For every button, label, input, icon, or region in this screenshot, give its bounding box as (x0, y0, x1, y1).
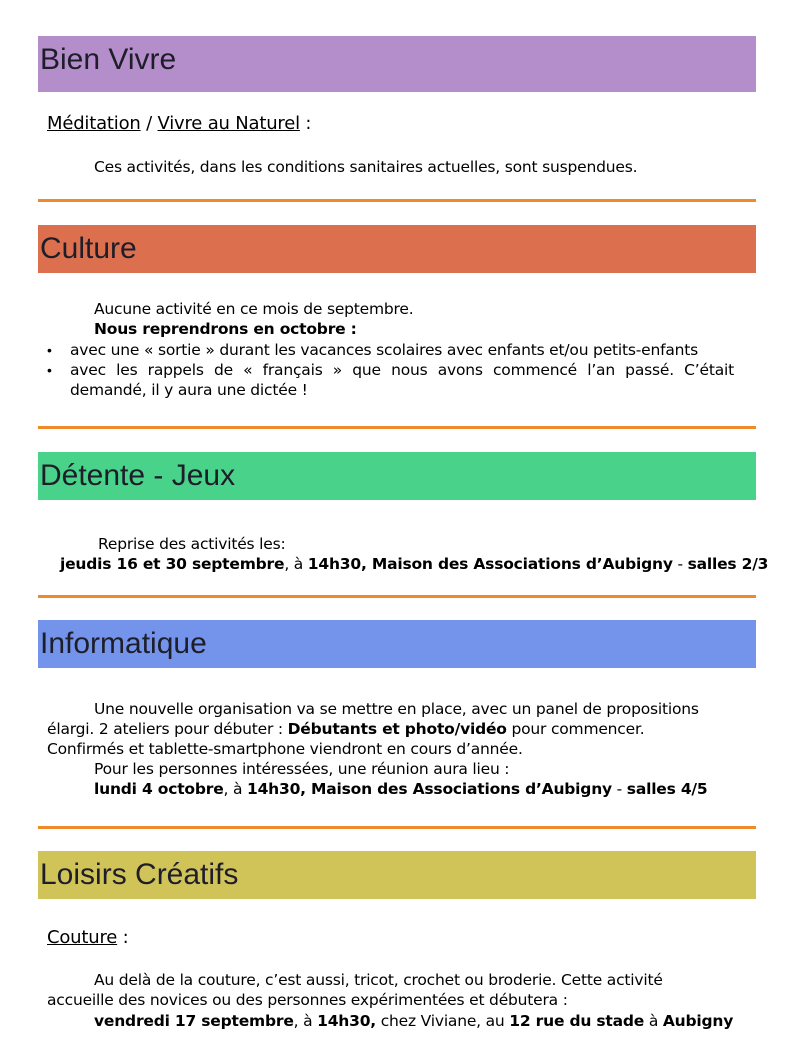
section-header-culture: Culture (38, 225, 756, 273)
detente-line-1: Reprise des activités les: (98, 535, 286, 553)
section-divider (38, 426, 756, 429)
subtitle-separator: / (140, 113, 158, 134)
section-header-detente-jeux: Détente - Jeux (38, 452, 756, 500)
section-header-informatique: Informatique (38, 620, 756, 668)
section-divider (38, 826, 756, 829)
section-header-loisirs-creatifs: Loisirs Créatifs (38, 851, 756, 899)
informatique-line-2-start: élargi. 2 ateliers pour débuter : (47, 720, 288, 738)
subtitle-meditation: Méditation (47, 113, 141, 134)
informatique-line-4: Pour les personnes intéressées, une réunion aura lieu : (94, 760, 510, 778)
subtitle-couture: Couture (47, 927, 118, 948)
bullet-icon: • (47, 342, 52, 358)
bien-vivre-subtitle (47, 114, 311, 134)
subtitle-vivre-au-naturel: Vivre au Naturel (157, 113, 300, 134)
bien-vivre-text: Ces activités, dans les conditions sanitaires actuelles, sont suspendues. (94, 158, 638, 176)
subtitle-colon: : (299, 113, 312, 134)
informatique-sep-2: - (611, 780, 627, 798)
informatique-schedule (94, 779, 707, 799)
loisirs-line-1: Au delà de la couture, c’est aussi, tricot, crochet ou broderie. Cette activité (94, 971, 663, 989)
culture-bullet-1: avec une « sortie » durant les vacances scolaires avec enfants et/ou petits-enfants (70, 341, 699, 359)
loisirs-date: vendredi 17 septembre (94, 1012, 294, 1030)
subtitle-colon: : (117, 927, 129, 948)
loisirs-subtitle (47, 928, 129, 948)
section-divider (38, 199, 756, 202)
detente-time-place: 14h30, Maison des Associations d’Aubigny (307, 555, 673, 573)
section-divider (38, 595, 756, 598)
informatique-line-3: Confirmés et tablette-smartphone viendront en cours d’année. (47, 740, 523, 758)
informatique-sep-1: , à (223, 780, 247, 798)
informatique-room: salles 4/5 (626, 780, 708, 798)
detente-schedule (60, 554, 768, 574)
culture-line-2 (94, 319, 357, 339)
loisirs-town: Aubigny (662, 1012, 734, 1030)
detente-room: salles 2/3 (687, 555, 769, 573)
culture-line-1: Aucune activité en ce mois de septembre. (94, 300, 414, 318)
detente-sep-2: - (672, 555, 688, 573)
informatique-date: lundi 4 octobre (94, 780, 224, 798)
loisirs-mid: chez Viviane, au (376, 1012, 510, 1030)
informatique-line-2-end: pour commencer. (506, 720, 645, 738)
informatique-line-2 (47, 719, 644, 739)
detente-sep-1: , à (284, 555, 308, 573)
informatique-time-place: 14h30, Maison des Associations d’Aubigny (247, 780, 612, 798)
culture-resume-note: Nous reprendrons en octobre : (94, 320, 357, 338)
loisirs-sep-1: , à (293, 1012, 318, 1030)
detente-days: jeudis 16 et 30 septembre (60, 555, 285, 573)
bullet-icon: • (47, 362, 52, 378)
informatique-workshops: Débutants et photo/vidéo (287, 720, 507, 738)
informatique-line-1: Une nouvelle organisation va se mettre en place, avec un panel de propositions (94, 700, 699, 718)
loisirs-sep-2: à (644, 1012, 663, 1030)
loisirs-line-2: accueille des novices ou des personnes expérimentées et débutera : (47, 991, 568, 1009)
loisirs-time: 14h30, (317, 1012, 376, 1030)
culture-bullet-2: avec les rappels de « français » que nous avons commencé l’an passé. C’était demandé, il y aura une dictée ! (70, 361, 734, 399)
loisirs-address: 12 rue du stade (509, 1012, 645, 1030)
loisirs-schedule (94, 1011, 733, 1031)
section-header-bien-vivre: Bien Vivre (38, 36, 756, 92)
